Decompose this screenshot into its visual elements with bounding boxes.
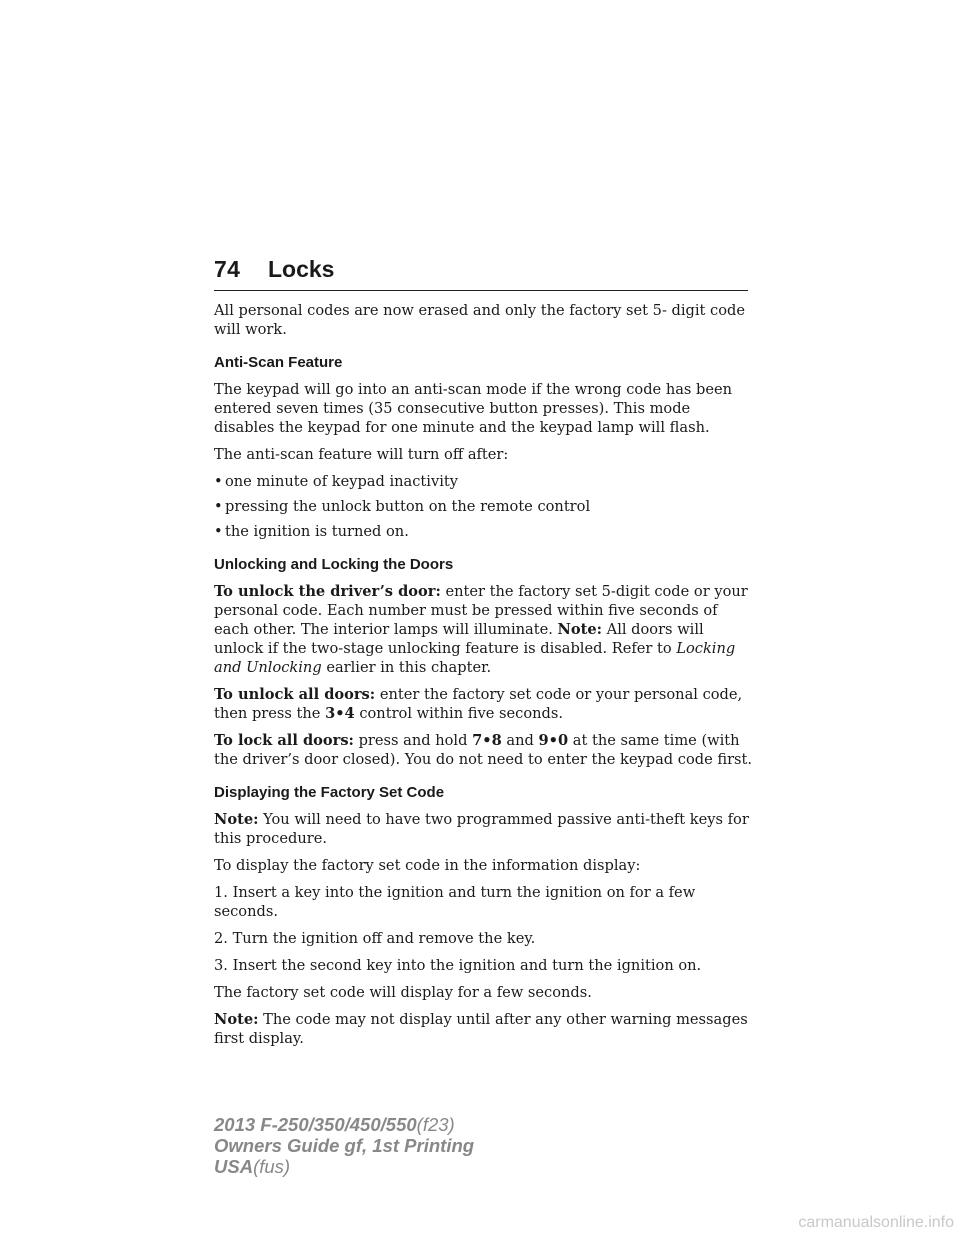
bullet-icon: • (214, 473, 223, 490)
page-footer (214, 1114, 474, 1177)
step-2: 2. Turn the ignition off and remove the key. (214, 930, 536, 947)
note-label: Note: (214, 811, 259, 828)
footer-region-line: USA(fus) (214, 1156, 291, 1177)
unlock-driver-paragraph: To unlock the driver’s door: enter the factory set 5-digit code or your personal code. Each number must be pressed within five seconds of each other. The interior lamps will illuminate. Note: All doors will unlock if the two-stage unlocking feature is disabled. Refer to Locking and Unlocking earlier in this chapter. (214, 583, 748, 676)
bullet-icon: • (214, 523, 223, 540)
unlock-all-paragraph: To unlock all doors: enter the factory set code or your personal code, then press the 3•4 control within five seconds. (214, 686, 743, 722)
bullet-icon: • (214, 498, 223, 515)
key-9-0: 9•0 (538, 732, 569, 749)
step-1: 1. Insert a key into the ignition and turn the ignition on for a few seconds. (214, 884, 696, 920)
key-7-8: 7•8 (472, 732, 502, 749)
page-number: 74 (214, 256, 241, 282)
unlock-all-label: To unlock all doors: (214, 686, 376, 703)
cross-reference: Locking and Unlocking (214, 640, 736, 676)
page-header (214, 256, 748, 291)
intro-paragraph: All personal codes are now erased and only the factory set 5- digit code will work. (214, 302, 745, 338)
anti-scan-paragraph: The keypad will go into an anti-scan mode if the wrong code has been entered seven times (35 consecutive button presses). This mode disables the keypad for one minute and the keypad lamp will flash. (214, 381, 733, 436)
list-item: • one minute of keypad inactivity (214, 473, 458, 490)
anti-scan-turn-off-paragraph: The anti-scan feature will turn off after: (214, 446, 509, 463)
footer-model-line: 2013 F-250/350/450/550(f23) (214, 1114, 455, 1135)
list-item: • the ignition is turned on. (214, 523, 409, 540)
unlocking-heading: Unlocking and Locking the Doors (214, 556, 454, 573)
note-label: Note: (214, 1011, 259, 1028)
site-watermark: carmanualsonline.info (798, 1214, 954, 1231)
anti-scan-heading: Anti-Scan Feature (214, 354, 343, 371)
footer-guide-line: Owners Guide gf, 1st Printing (214, 1135, 475, 1156)
display-note-paragraph: Note: You will need to have two programmed passive anti-theft keys for this procedure. (214, 811, 749, 847)
page-content (214, 301, 754, 1056)
display-code-heading: Displaying the Factory Set Code (214, 784, 445, 801)
unlock-driver-label: To unlock the driver’s door: (214, 583, 441, 600)
final-note-paragraph: Note: The code may not display until after any other warning messages first display. (214, 1011, 748, 1047)
anti-scan-bullet-list (214, 472, 754, 541)
chapter-title: Locks (268, 256, 335, 282)
step-3: 3. Insert the second key into the ignition and turn the ignition on. (214, 957, 702, 974)
display-result-paragraph: The factory set code will display for a few seconds. (214, 984, 592, 1001)
lock-all-label: To lock all doors: (214, 732, 354, 749)
key-3-4: 3•4 (325, 705, 355, 722)
lock-all-paragraph: To lock all doors: press and hold 7•8 and 9•0 at the same time (with the driver’s door closed). You do not need to enter the keypad code first. (214, 732, 753, 768)
display-intro-paragraph: To display the factory set code in the information display: (214, 857, 641, 874)
note-label: Note: (557, 621, 603, 638)
list-item: • pressing the unlock button on the remote control (214, 498, 591, 515)
